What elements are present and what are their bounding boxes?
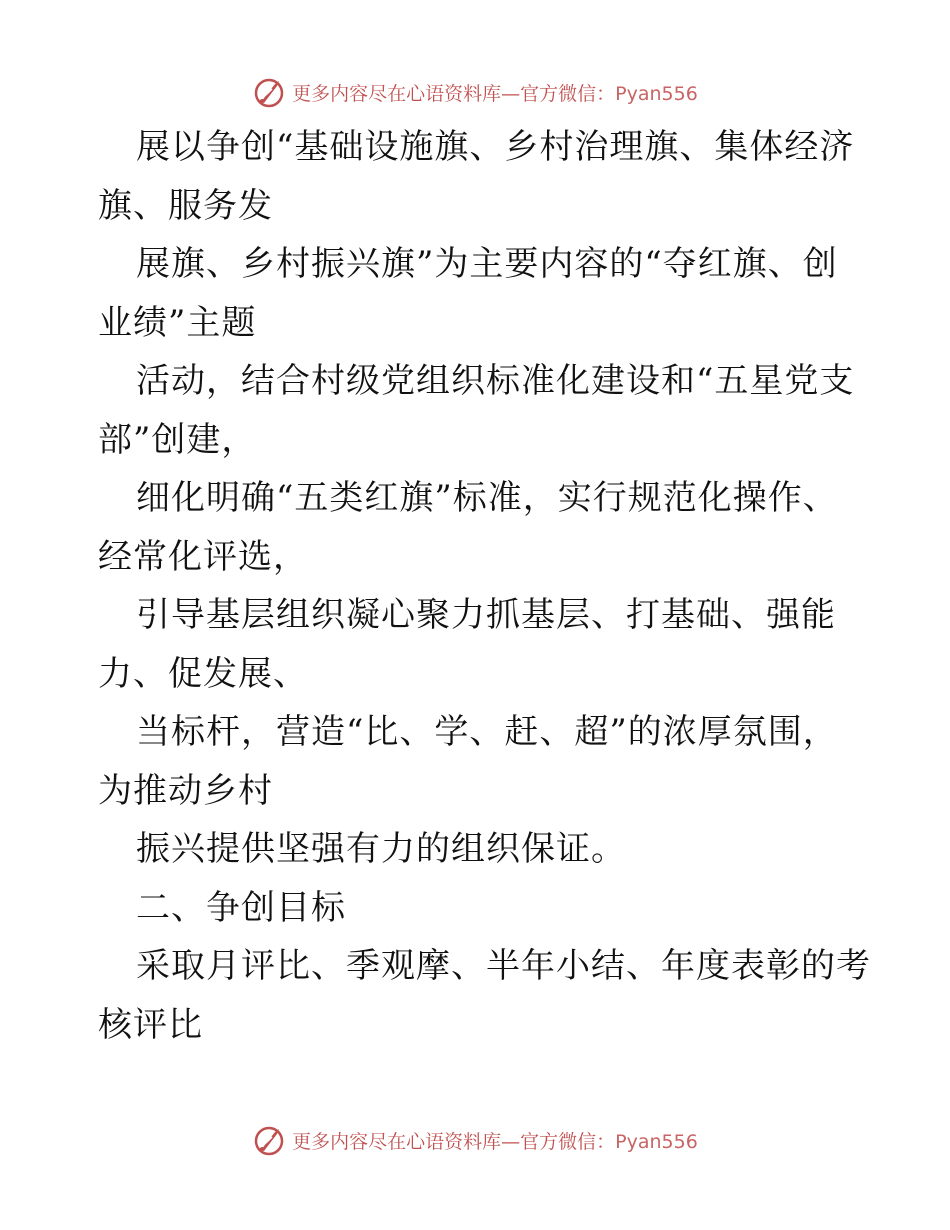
paragraph-line: 当标杆，营造“比、学、赶、超”的浓厚氛围， [136,712,838,752]
quill-pen-logo-icon [252,75,286,109]
paragraph-line: 核评比 [98,1004,203,1045]
paragraph-line: 力、促发展、 [98,653,308,694]
paragraph-line: 振兴提供坚强有力的组织保证。 [136,829,626,869]
paragraph-line: 旗、服务发 [98,185,273,226]
watermark-wechat-id: Pyan556 [615,82,698,105]
paragraph-line: 业绩”主题 [98,302,257,343]
watermark-text: 更多内容尽在心语资料库—官方微信：Pyan556 [292,1130,698,1153]
paragraph-line: 经常化评选， [98,536,308,577]
paragraph-line: 引导基层组织凝心聚力抓基层、打基础、强能 [136,595,836,635]
paragraph-line: 为推动乡村 [98,770,273,811]
paragraph-line: 细化明确“五类红旗”标准，实行规范化操作、 [136,478,838,518]
paragraph-line: 采取月评比、季观摩、半年小结、年度表彰的考 [136,946,871,986]
quill-pen-logo-icon [252,1123,286,1157]
paragraph-line: 展旗、乡村振兴旗”为主要内容的“夺红旗、创 [136,244,838,284]
footer-watermark [0,1120,950,1160]
paragraph-line: 活动，结合村级党组织标准化建设和“五星党支 [136,361,855,401]
paragraph-line: 展以争创“基础设施旗、乡村治理旗、集体经济 [136,127,855,167]
watermark-wechat-id: Pyan556 [615,1130,698,1153]
paragraph-line: 部”创建， [98,419,257,460]
document-body [98,118,871,1054]
section-heading: 二、争创目标 [136,887,346,928]
header-watermark [0,72,950,112]
watermark-text: 更多内容尽在心语资料库—官方微信：Pyan556 [292,82,698,105]
